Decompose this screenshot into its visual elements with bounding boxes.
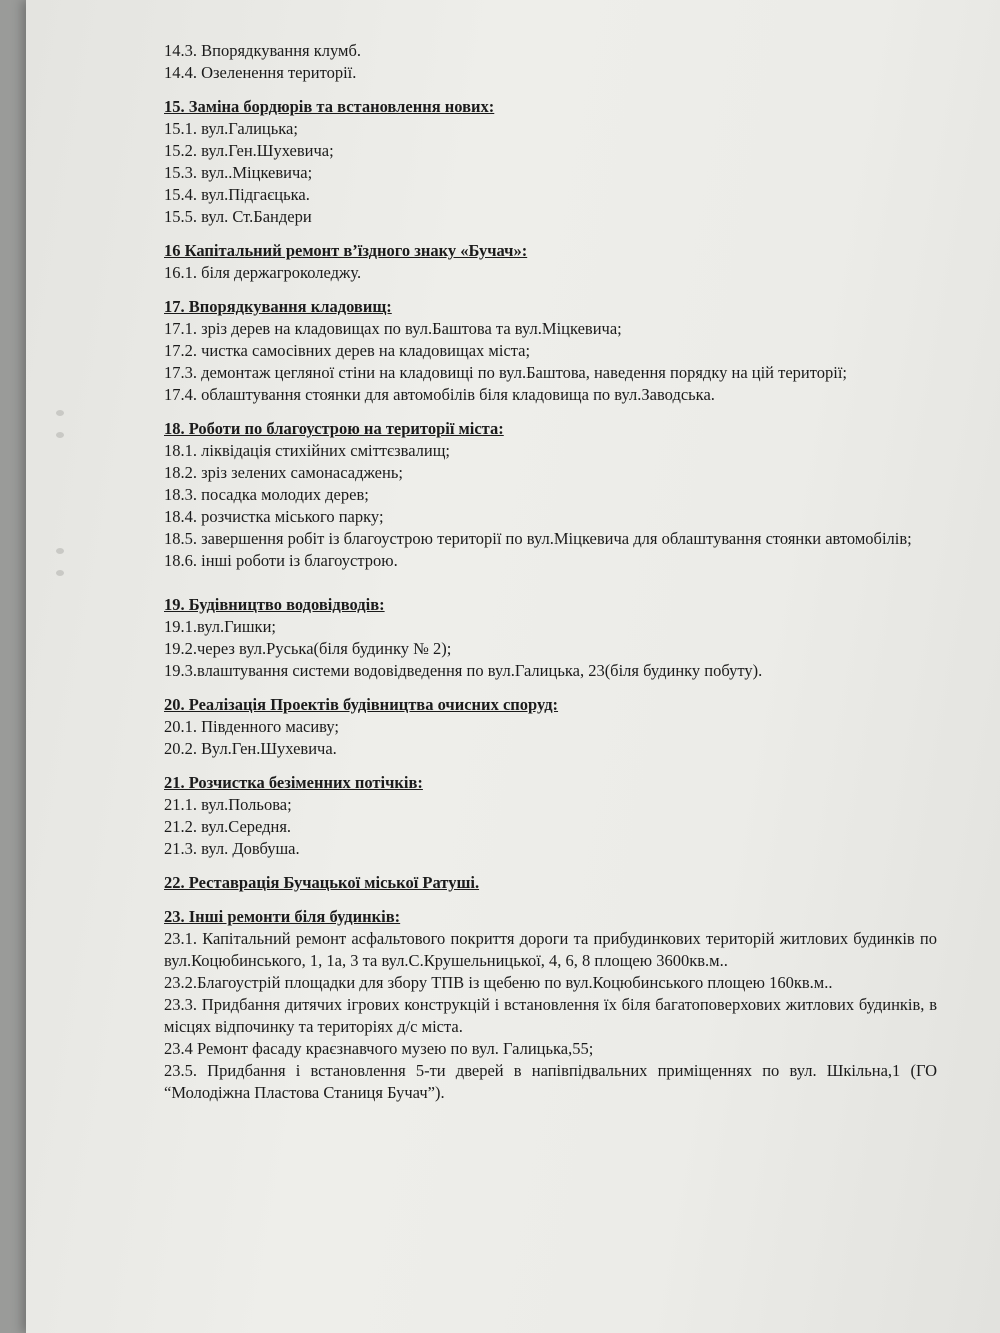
- list-item: 14.3. Впорядкування клумб.: [164, 41, 361, 60]
- list-item: 15.1. вул.Галицька;: [164, 119, 298, 138]
- section-14: [164, 40, 937, 84]
- list-item: 17.1. зріз дерев на кладовищах по вул.Баштова та вул.Міцкевича;: [164, 319, 622, 338]
- list-item: 21.3. вул. Довбуша.: [164, 839, 300, 858]
- section-heading: 22. Реставрація Бучацької міської Ратуші.: [164, 873, 480, 892]
- list-item: 23.5. Придбання і встановлення 5-ти дверей в напівпідвальних приміщеннях по вул. Шкільна,1 (ГО “Молодіжна Пластова Станиця Бучач”).: [164, 1061, 937, 1102]
- section-heading: 23. Інші ремонти біля будинків:: [164, 907, 401, 926]
- punch-hole-mark: [56, 548, 64, 554]
- section-heading: 18. Роботи по благоустрою на території міста:: [164, 419, 504, 438]
- punch-hole-mark: [56, 410, 64, 416]
- list-item: 18.3. посадка молодих дерев;: [164, 485, 369, 504]
- list-item: 15.3. вул..Міцкевича;: [164, 163, 313, 182]
- list-item: 17.4. облаштування стоянки для автомобілів біля кладовища по вул.Заводська.: [164, 385, 715, 404]
- list-item: 18.5. завершення робіт із благоустрою території по вул.Міцкевича для облаштування стоянки автомобілів;: [164, 529, 912, 548]
- document-content: [164, 40, 937, 1116]
- list-item: 23.3. Придбання дитячих ігрових конструкцій і встановлення їх біля багатоповерхових житлових будинків, в місцях відпочинку та територіях д/с міста.: [164, 995, 937, 1036]
- list-item: 18.4. розчистка міського парку;: [164, 507, 384, 526]
- list-item: 23.4 Ремонт фасаду краєзнавчого музею по вул. Галицька,55;: [164, 1039, 594, 1058]
- list-item: 18.1. ліквідація стихійних сміттєзвалищ;: [164, 441, 451, 460]
- list-item: 18.6. інші роботи із благоустрою.: [164, 551, 398, 570]
- section-20: [164, 694, 937, 760]
- section-17: [164, 296, 937, 406]
- section-18: [164, 418, 937, 572]
- section-heading: 15. Заміна бордюрів та встановлення нових:: [164, 97, 495, 116]
- section-heading: 16 Капітальний ремонт в’їздного знаку «Бучач»:: [164, 241, 528, 260]
- section-21: [164, 772, 937, 860]
- list-item: 17.2. чистка самосівних дерев на кладовищах міста;: [164, 341, 531, 360]
- punch-hole-mark: [56, 432, 64, 438]
- section-23: [164, 906, 937, 1104]
- list-item: 15.2. вул.Ген.Шухевича;: [164, 141, 334, 160]
- list-item: 23.2.Благоустрій площадки для збору ТПВ із щебеню по вул.Коцюбинського площею 160кв.м..: [164, 973, 833, 992]
- section-heading: 19. Будівництво водовідводів:: [164, 595, 385, 614]
- list-item: 14.4. Озеленення території.: [164, 63, 357, 82]
- section-heading: 20. Реалізація Проектів будівництва очисних споруд:: [164, 695, 559, 714]
- list-item: 16.1. біля держагроколеджу.: [164, 263, 362, 282]
- list-item: 21.2. вул.Середня.: [164, 817, 292, 836]
- list-item: 23.1. Капітальний ремонт асфальтового покриття дороги та прибудинкових територій житлових будинків по вул.Коцюбинського, 1, 1а, 3 та вул.С.Крушельницької, 4, 6, 8 площею 3600кв.м..: [164, 929, 937, 970]
- list-item: 18.2. зріз зелених самонасаджень;: [164, 463, 403, 482]
- punch-hole-mark: [56, 570, 64, 576]
- list-item: 19.2.через вул.Руська(біля будинку № 2);: [164, 639, 452, 658]
- section-16: [164, 240, 937, 284]
- list-item: 15.5. вул. Ст.Бандери: [164, 207, 312, 226]
- list-item: 20.2. Вул.Ген.Шухевича.: [164, 739, 337, 758]
- list-item: 19.1.вул.Гишки;: [164, 617, 276, 636]
- list-item: 19.3.влаштування системи водовідведення по вул.Галицька, 23(біля будинку побуту).: [164, 661, 763, 680]
- list-item: 20.1. Південного масиву;: [164, 717, 340, 736]
- list-item: 17.3. демонтаж цегляної стіни на кладовищі по вул.Баштова, наведення порядку на цій території;: [164, 363, 847, 382]
- list-item: 21.1. вул.Польова;: [164, 795, 292, 814]
- section-heading: 21. Розчистка безіменних потічків:: [164, 773, 423, 792]
- section-15: [164, 96, 937, 228]
- list-item: 15.4. вул.Підгаєцька.: [164, 185, 310, 204]
- section-19: [164, 594, 937, 682]
- section-22: [164, 872, 937, 894]
- section-heading: 17. Впорядкування кладовищ:: [164, 297, 392, 316]
